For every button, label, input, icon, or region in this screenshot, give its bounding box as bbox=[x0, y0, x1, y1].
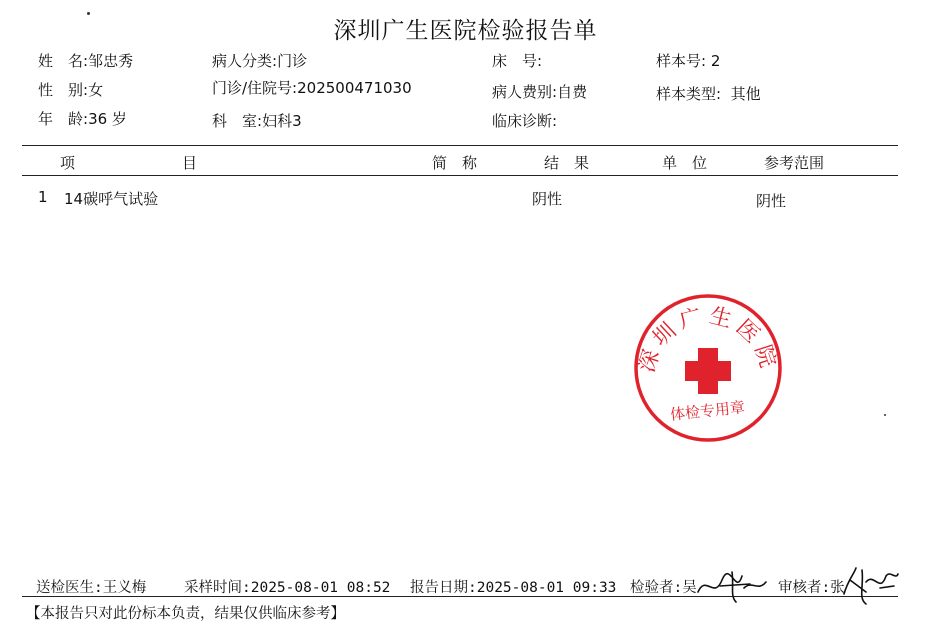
dept-field bbox=[212, 110, 302, 131]
fee-field bbox=[492, 81, 587, 102]
reviewer-label: 审核者: bbox=[778, 580, 831, 596]
sample-no-label: 样本号: bbox=[656, 52, 707, 70]
seal-hospital-text: 深圳广生医院 bbox=[634, 303, 782, 376]
clinic-no-value: 202500471030 bbox=[297, 79, 412, 97]
header-unit: 单 位 bbox=[662, 154, 708, 172]
sample-time-value: 2025-08-01 08:52 bbox=[250, 580, 391, 596]
reviewer-value: 张 bbox=[830, 580, 845, 596]
category-field bbox=[212, 50, 307, 71]
clinic-no-field bbox=[212, 77, 412, 98]
row-range: 阴性 bbox=[756, 192, 787, 210]
header-item-2: 目 bbox=[182, 154, 198, 172]
name-value: 邹忠秀 bbox=[88, 52, 134, 70]
report-date-value: 2025-08-01 09:33 bbox=[476, 580, 617, 596]
dept-value: 妇科3 bbox=[262, 112, 302, 130]
dept-label: 科 室: bbox=[212, 112, 263, 130]
red-cross-icon bbox=[685, 348, 731, 394]
disclaimer-note: 【本报告只对此份标本负责，结果仅供临床参考】 bbox=[26, 606, 345, 622]
reviewer-signature bbox=[836, 564, 902, 608]
category-label: 病人分类: bbox=[212, 52, 278, 70]
report-date-field bbox=[410, 576, 616, 597]
header-result: 结 果 bbox=[544, 154, 590, 172]
report-date-label: 报告日期: bbox=[410, 580, 477, 596]
table-top-rule bbox=[22, 145, 898, 146]
name-label: 姓 名: bbox=[38, 52, 89, 70]
seal-purpose-text: 体检专用章 bbox=[669, 398, 746, 424]
scan-speck bbox=[884, 414, 886, 416]
sample-type-label: 样本类型: bbox=[656, 85, 722, 103]
fee-value: 自费 bbox=[557, 83, 588, 101]
hospital-seal bbox=[632, 292, 784, 444]
sample-no-value: 2 bbox=[710, 52, 721, 70]
fee-label: 病人费别: bbox=[492, 83, 558, 101]
bed-field bbox=[492, 50, 542, 71]
tester-field bbox=[630, 576, 697, 597]
gender-value: 女 bbox=[88, 81, 104, 99]
bed-label: 床 号: bbox=[492, 52, 543, 70]
sender-field bbox=[36, 576, 146, 597]
category-value: 门诊 bbox=[277, 52, 308, 70]
sample-no-field bbox=[656, 50, 720, 71]
sender-value: 王义梅 bbox=[102, 580, 147, 596]
age-value: 36 岁 bbox=[88, 110, 127, 128]
sample-time-field bbox=[184, 576, 390, 597]
name-field bbox=[38, 50, 133, 71]
gender-field bbox=[38, 79, 103, 100]
header-abbr: 简 称 bbox=[432, 154, 478, 172]
row-result: 阴性 bbox=[532, 190, 563, 208]
row-index: 1 bbox=[38, 188, 48, 206]
diagnosis-label: 临床诊断: bbox=[492, 112, 558, 130]
tester-value: 吴 bbox=[682, 580, 697, 596]
reviewer-field bbox=[778, 576, 845, 597]
tester-signature bbox=[692, 566, 770, 606]
diagnosis-field bbox=[492, 110, 557, 131]
gender-label: 性 别: bbox=[38, 81, 89, 99]
row-item: 14碳呼气试验 bbox=[64, 190, 159, 208]
header-range: 参考范围 bbox=[764, 154, 825, 172]
header-item-1: 项 bbox=[60, 154, 76, 172]
sample-type-field bbox=[656, 83, 761, 104]
age-label: 年 龄: bbox=[38, 110, 89, 128]
sender-label: 送检医生: bbox=[36, 580, 103, 596]
sample-type-value: 其他 bbox=[730, 85, 761, 103]
clinic-no-label: 门诊/住院号: bbox=[212, 79, 298, 97]
table-header-rule bbox=[22, 175, 898, 176]
tester-label: 检验者: bbox=[630, 580, 683, 596]
report-title: 深圳广生医院检验报告单 bbox=[333, 18, 598, 44]
sample-time-label: 采样时间: bbox=[184, 580, 251, 596]
age-field bbox=[38, 108, 127, 129]
